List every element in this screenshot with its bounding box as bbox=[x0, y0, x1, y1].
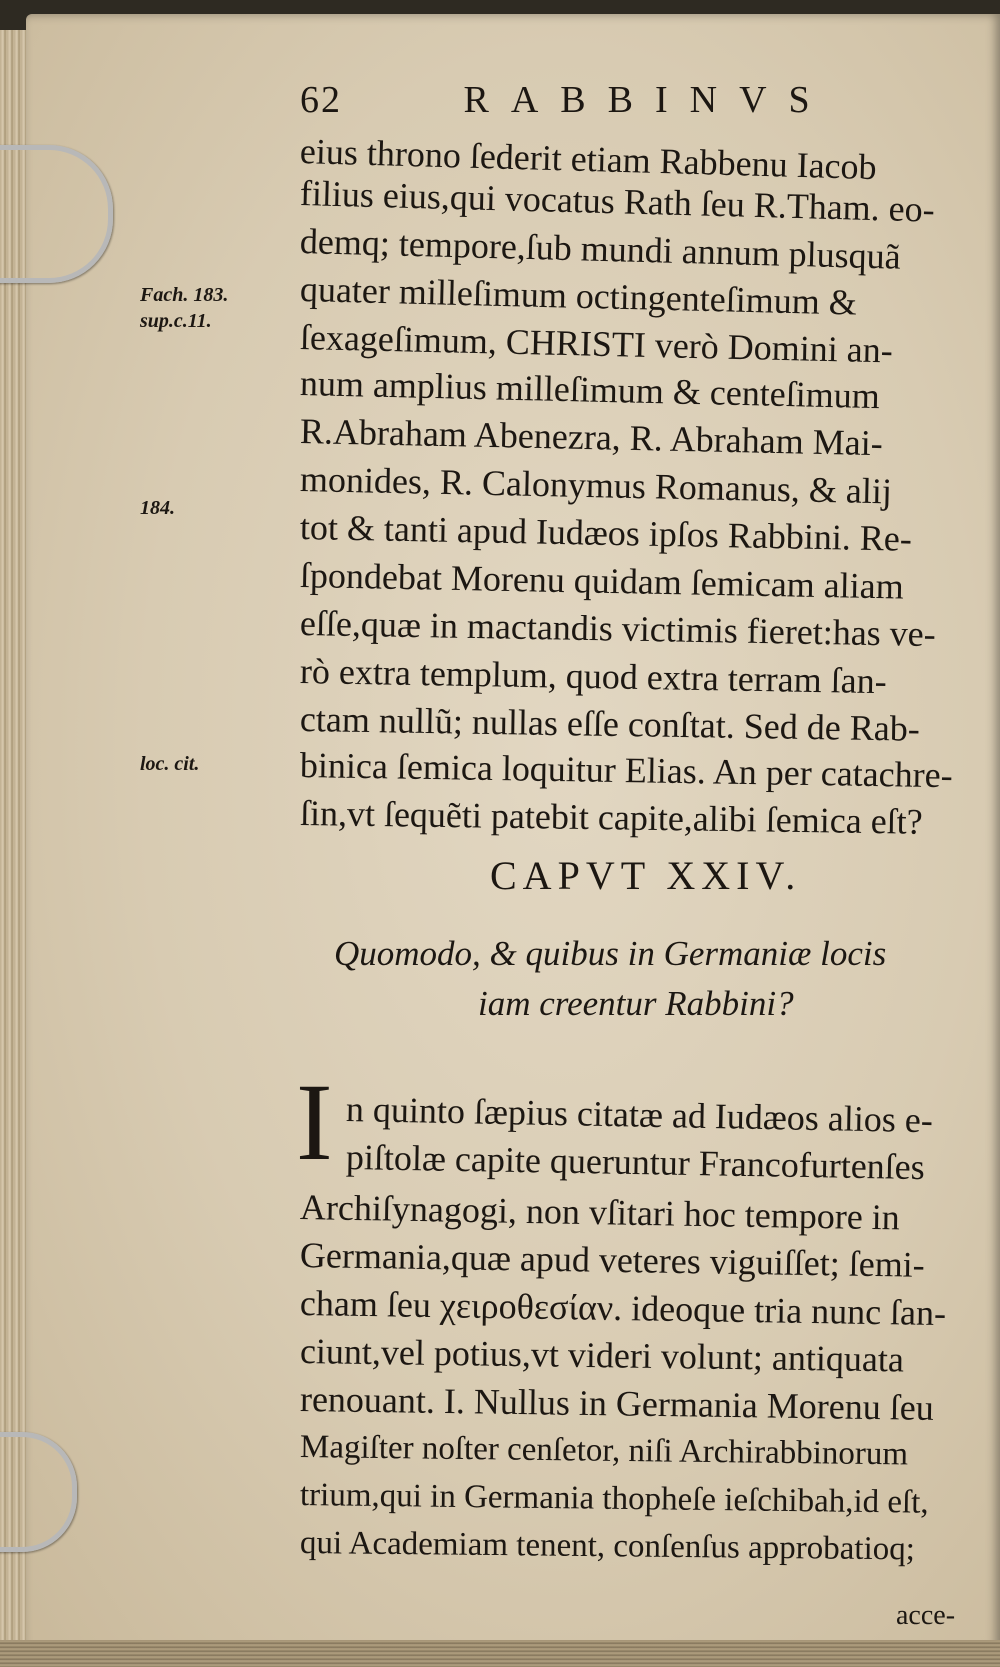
body-line: monides, R. Calonymus Romanus, & alij bbox=[299, 459, 893, 512]
margin-note: Fach. 183. bbox=[140, 284, 229, 306]
page-header bbox=[300, 78, 832, 122]
paragraph-line: Magiſter noſter cenſetor, niſi Archirabbinorum bbox=[299, 1429, 909, 1473]
chapter-title: CAPVT XXIV. bbox=[490, 853, 802, 898]
body-line: num amplius milleſimum & centeſimum bbox=[299, 363, 881, 417]
paragraph-line: ciunt,vel potius,vt videri volunt; antiquata bbox=[299, 1331, 905, 1380]
body-line: R.Abraham Abenezra, R. Abraham Mai- bbox=[299, 411, 884, 464]
body-line: tot & tanti apud Iudæos ipſos Rabbini. Re- bbox=[299, 507, 913, 559]
paragraph-line: qui Academiam tenent, conſenſus approbatioq; bbox=[299, 1525, 916, 1568]
body-line: eſſe,quæ in mactandis victimis fieret:has ve- bbox=[299, 603, 937, 655]
body-line: ſexageſimum, CHRISTI verò Domini an- bbox=[299, 317, 894, 371]
paragraph-line: piſtolæ capite queruntur Francofurtenſes bbox=[345, 1137, 926, 1188]
body-line: filius eius,qui vocatus Rath ſeu R.Tham. eo- bbox=[299, 173, 936, 230]
drop-cap-initial: I bbox=[296, 1061, 333, 1183]
margin-note: loc. cit. bbox=[140, 753, 200, 775]
body-line: ſpondebat Morenu quidam ſemicam aliam bbox=[299, 555, 905, 607]
page-bottom-edge bbox=[0, 1640, 1000, 1667]
paragraph-line: cham ſeu χειροθεσίαν. ideoque tria nunc ſan- bbox=[299, 1283, 947, 1334]
paper-clip-icon bbox=[0, 145, 113, 283]
body-line: ſin,vt ſequẽti patebit capite,alibi ſemica eſt? bbox=[299, 793, 923, 842]
paragraph-line: Germania,quæ apud veteres viguiſſet; ſemi- bbox=[299, 1235, 926, 1285]
paragraph-line: n quinto ſæpius citatæ ad Iudæos alios e- bbox=[345, 1089, 934, 1141]
body-line: binica ſemica loquitur Elias. An per catachre- bbox=[299, 745, 953, 796]
margin-note: sup.c.11. bbox=[140, 310, 212, 332]
chapter-subtitle: iam creentur Rabbini? bbox=[478, 984, 794, 1023]
body-line: rò extra templum, quod extra terram ſan- bbox=[299, 651, 888, 702]
catchword: acce- bbox=[896, 1600, 956, 1631]
body-line: quater milleſimum octingenteſimum & bbox=[299, 269, 858, 323]
body-line: demq; tempore,ſub mundi annum plusquã bbox=[299, 221, 902, 277]
body-line: eius throno ſederit etiam Rabbenu Iacob bbox=[299, 131, 878, 188]
chapter-subtitle: Quomodo, & quibus in Germaniæ locis bbox=[334, 934, 887, 973]
page-number: 62 bbox=[300, 79, 342, 121]
paragraph-line: Archiſynagogi, non vſitari hoc tempore in bbox=[299, 1187, 901, 1238]
paragraph-line: trium,qui in Germania thopheſe ieſchibah,id eſt, bbox=[299, 1477, 929, 1521]
body-line: ctam nullũ; nullas eſſe conſtat. Sed de Rab- bbox=[299, 699, 921, 749]
running-title: RABBINVS bbox=[463, 79, 832, 121]
paragraph-line: renouant. I. Nullus in Germania Morenu ſeu bbox=[299, 1379, 935, 1428]
margin-note: 184. bbox=[140, 497, 175, 519]
